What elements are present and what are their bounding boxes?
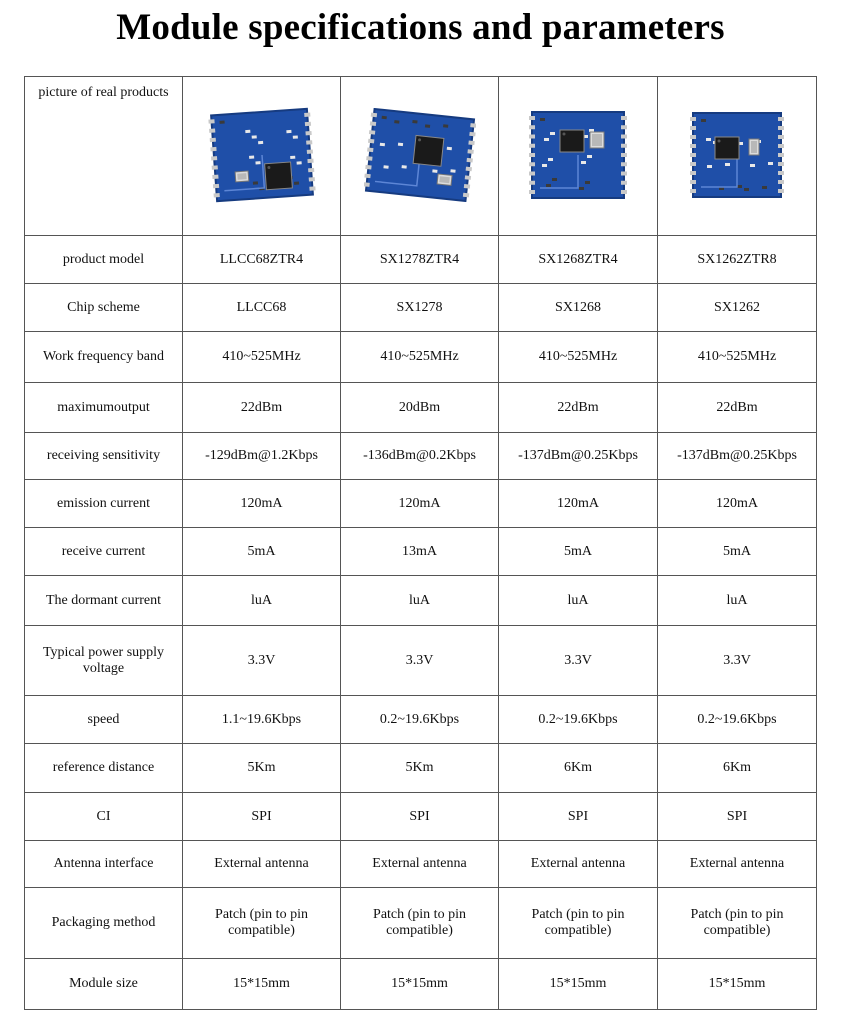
row-label: CI <box>25 793 183 841</box>
table-cell: 5mA <box>658 528 817 576</box>
table-cell: luA <box>499 576 658 626</box>
table-cell: SX1278 <box>341 284 499 332</box>
table-cell: External antenna <box>499 841 658 888</box>
module-photo-2 <box>341 77 499 236</box>
table-cell: Patch (pin to pin compatible) <box>341 888 499 959</box>
table-cell: 5Km <box>183 744 341 793</box>
table-cell: External antenna <box>183 841 341 888</box>
table-cell: -137dBm@0.25Kbps <box>658 433 817 480</box>
table-row <box>25 236 817 284</box>
pcb-module-image <box>208 106 316 204</box>
table-cell: 120mA <box>341 480 499 528</box>
table-cell: SPI <box>499 793 658 841</box>
row-label: The dormant current <box>25 576 183 626</box>
table-row <box>25 433 817 480</box>
table-cell: 22dBm <box>658 383 817 433</box>
row-label: speed <box>25 696 183 744</box>
table-cell: 22dBm <box>499 383 658 433</box>
module-photo-1 <box>183 77 341 236</box>
table-cell: 5Km <box>341 744 499 793</box>
table-cell: SX1278ZTR4 <box>341 236 499 284</box>
table-row <box>25 793 817 841</box>
table-row <box>25 332 817 383</box>
table-cell: SPI <box>658 793 817 841</box>
row-label: Typical power supply voltage <box>25 626 183 696</box>
table-row <box>25 284 817 332</box>
page-title: Module specifications and parameters <box>116 7 725 48</box>
table-cell: -136dBm@0.2Kbps <box>341 433 499 480</box>
table-cell: 410~525MHz <box>499 332 658 383</box>
table-row <box>25 841 817 888</box>
table-cell: External antenna <box>658 841 817 888</box>
table-cell: 5mA <box>499 528 658 576</box>
row-label: Antenna interface <box>25 841 183 888</box>
table-cell: luA <box>183 576 341 626</box>
table-row <box>25 959 817 1010</box>
table-row <box>25 888 817 959</box>
module-photo-3 <box>499 77 658 236</box>
table-cell: 3.3V <box>183 626 341 696</box>
table-row-picture <box>25 77 817 236</box>
table-row <box>25 528 817 576</box>
table-cell: 13mA <box>341 528 499 576</box>
table-cell: 0.2~19.6Kbps <box>341 696 499 744</box>
table-cell: 3.3V <box>658 626 817 696</box>
table-cell: 15*15mm <box>341 959 499 1010</box>
table-cell: 6Km <box>658 744 817 793</box>
table-cell: 20dBm <box>341 383 499 433</box>
row-label: Work frequency band <box>25 332 183 383</box>
table-cell: SPI <box>183 793 341 841</box>
table-cell: 0.2~19.6Kbps <box>658 696 817 744</box>
row-label: maximumoutput <box>25 383 183 433</box>
table-cell: 120mA <box>183 480 341 528</box>
table-cell: 0.2~19.6Kbps <box>499 696 658 744</box>
table-cell: 15*15mm <box>499 959 658 1010</box>
table-cell: SPI <box>341 793 499 841</box>
table-cell: SX1268 <box>499 284 658 332</box>
spec-table <box>24 76 817 1010</box>
table-cell: SX1262 <box>658 284 817 332</box>
table-cell: 410~525MHz <box>341 332 499 383</box>
table-cell: External antenna <box>341 841 499 888</box>
row-label: Module size <box>25 959 183 1010</box>
row-label: reference distance <box>25 744 183 793</box>
table-cell: -129dBm@1.2Kbps <box>183 433 341 480</box>
module-photo-4 <box>658 77 817 236</box>
table-cell: 15*15mm <box>658 959 817 1010</box>
table-cell: 5mA <box>183 528 341 576</box>
table-cell: 120mA <box>658 480 817 528</box>
row-label: receive current <box>25 528 183 576</box>
table-cell: 3.3V <box>341 626 499 696</box>
table-cell: 120mA <box>499 480 658 528</box>
table-cell: LLCC68ZTR4 <box>183 236 341 284</box>
table-cell: SX1262ZTR8 <box>658 236 817 284</box>
row-label-picture: picture of real products <box>25 77 183 236</box>
row-label: emission current <box>25 480 183 528</box>
row-label: Packaging method <box>25 888 183 959</box>
row-label: product model <box>25 236 183 284</box>
table-cell: 3.3V <box>499 626 658 696</box>
pcb-module-image <box>687 107 787 203</box>
pcb-module-image <box>364 108 476 202</box>
pcb-module-image <box>526 106 630 204</box>
row-label: Chip scheme <box>25 284 183 332</box>
table-cell: Patch (pin to pin compatible) <box>658 888 817 959</box>
table-cell: 410~525MHz <box>658 332 817 383</box>
table-row <box>25 383 817 433</box>
table-cell: Patch (pin to pin compatible) <box>183 888 341 959</box>
table-row <box>25 744 817 793</box>
table-row <box>25 626 817 696</box>
table-cell: 6Km <box>499 744 658 793</box>
table-cell: Patch (pin to pin compatible) <box>499 888 658 959</box>
table-cell: 410~525MHz <box>183 332 341 383</box>
table-cell: 22dBm <box>183 383 341 433</box>
table-cell: luA <box>658 576 817 626</box>
table-cell: 1.1~19.6Kbps <box>183 696 341 744</box>
table-row <box>25 480 817 528</box>
table-cell: LLCC68 <box>183 284 341 332</box>
row-label: receiving sensitivity <box>25 433 183 480</box>
table-cell: -137dBm@0.25Kbps <box>499 433 658 480</box>
table-cell: SX1268ZTR4 <box>499 236 658 284</box>
table-row <box>25 576 817 626</box>
table-row <box>25 696 817 744</box>
table-cell: 15*15mm <box>183 959 341 1010</box>
table-cell: luA <box>341 576 499 626</box>
